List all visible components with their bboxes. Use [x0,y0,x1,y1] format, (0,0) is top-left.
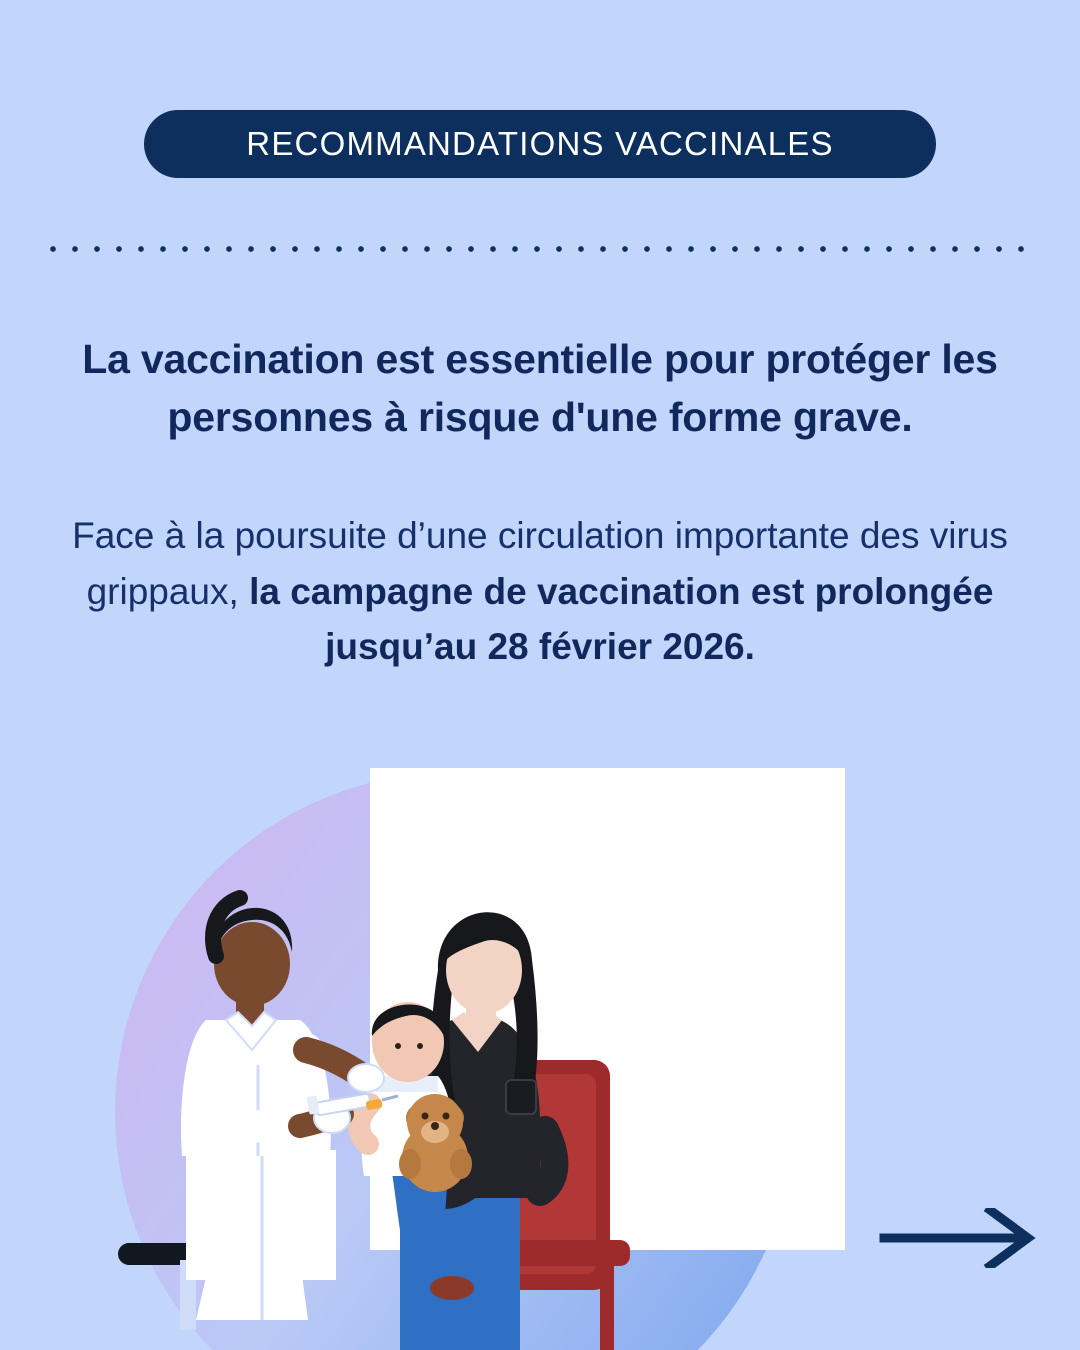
nurse-glove-upper [348,1064,384,1092]
dotted-divider [42,245,1038,253]
child-eye-left [395,1043,401,1049]
headline: La vaccination est essentielle pour protéger les personnes à risque d'une forme grave. [82,336,998,441]
mother-pocket [506,1080,536,1114]
nurse-legs-lower [196,1260,308,1320]
child-legs-lower [400,1254,452,1280]
nurse-face [214,922,290,1006]
nurse-arm-lower [214,1112,300,1128]
header-badge [144,110,936,178]
paragraph-emphasis: la campagne de vaccination est prolongée jusqu’au 28 février 2026. [249,570,994,668]
nurse-arm-upper [214,1048,306,1056]
next-arrow-button[interactable] [878,1208,1038,1268]
text-block [60,330,1020,675]
mother-arm-right [540,1130,554,1192]
header-badge-label: RECOMMANDATIONS VACCINALES [246,125,834,162]
arrow-right-icon [878,1208,1038,1268]
child-shoe [430,1276,474,1300]
paragraph [60,508,1020,675]
child-eye-right [417,1043,423,1049]
chair-leg-right [600,1266,614,1350]
paragraph-lead: Face à la poursuite d’une circulation importante des virus grippaux, [72,515,1008,612]
child-arm [359,1104,370,1144]
